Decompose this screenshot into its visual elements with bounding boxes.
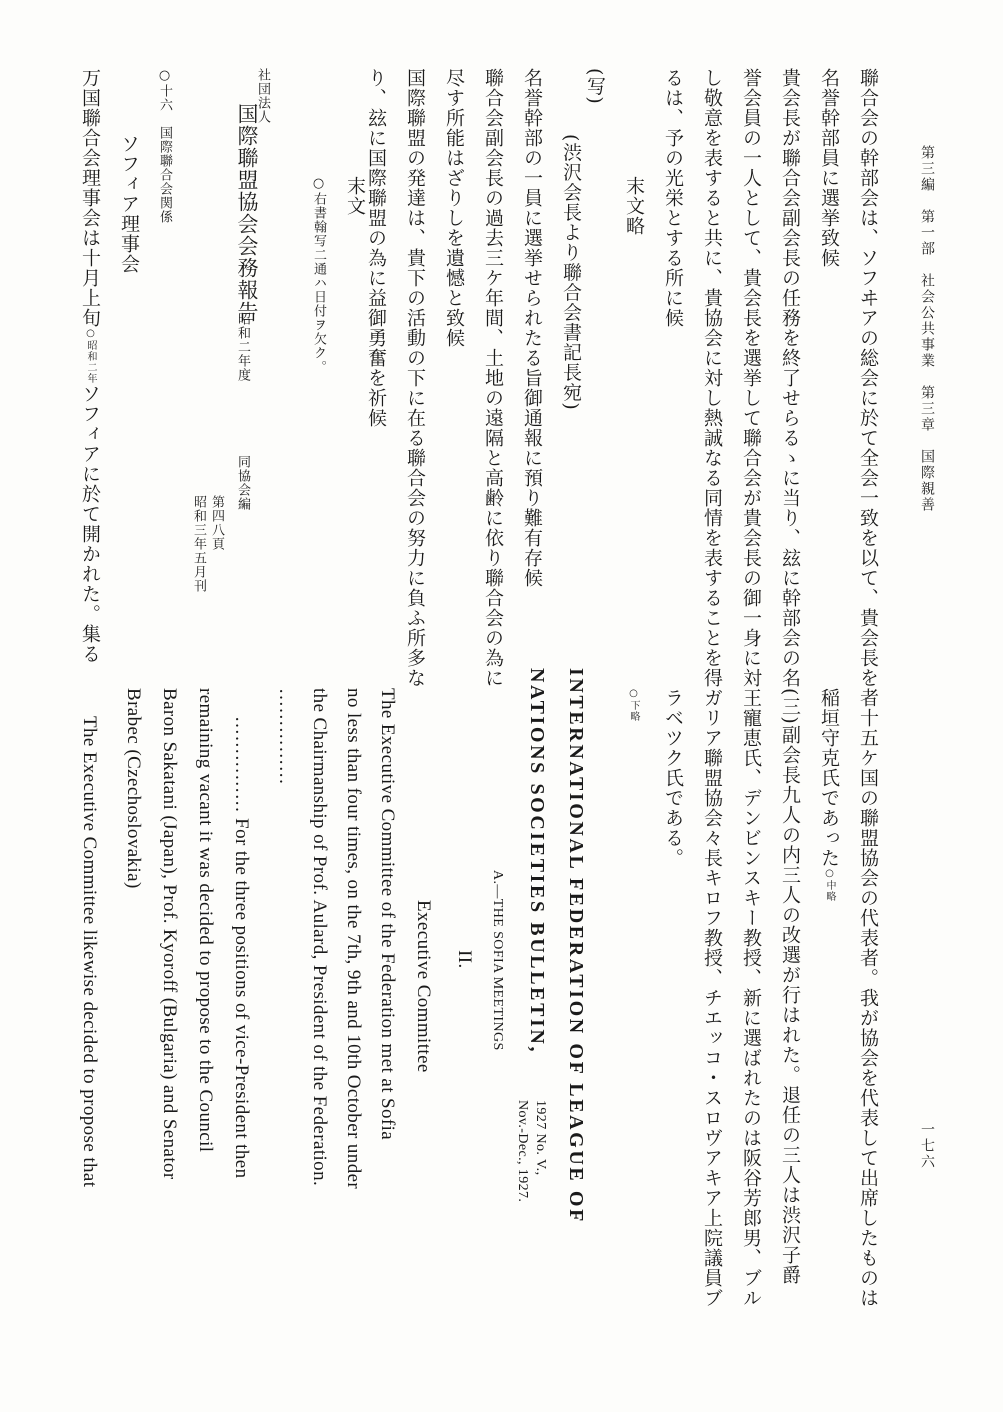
bulletin-issue: 1927 No. V., <box>533 1100 548 1176</box>
lower-line: 者十五ケ国の聯盟協会の代表者。我が協会を代表して出席したものは <box>857 688 879 1308</box>
corp-label: 社団法人 <box>255 68 270 124</box>
lower-line: ガリア聯盟協会々長キロフ教授、チエッコ・スロヴアキア上院議員ブ <box>701 688 723 1308</box>
omission-note: ○中略 <box>824 868 835 902</box>
upper-line: 名誉幹部員に選挙致候 <box>818 68 840 268</box>
upper-line: 尽す所能はざりしを遺憾と致候 <box>443 68 465 348</box>
omission-note: ○下略 <box>628 688 639 722</box>
english-line: The Executive Committee of the Federation met at Sofia <box>377 688 398 1141</box>
lower-line: 稲垣守克氏であった○中略 <box>818 688 840 902</box>
editorial-note: ○右書翰写二通ハ日付ヲ欠ク。 <box>311 176 326 374</box>
upper-line: 国際聯盟の発達は、貴下の活動の下に在る聯合会の努力に負ふ所多な <box>404 68 426 688</box>
upper-line: 万国聯合会理事会は十月上旬○昭和二年ソフィアに於て開かれた。集る <box>79 68 101 664</box>
lower-line: 王寵恵氏、デンビンスキー教授、新に選ばれたのは阪谷芳郎男、ブル <box>740 688 762 1308</box>
upper-line: 名誉幹部の一員に選挙せられたる旨御通報に預り難有存候 <box>521 68 543 588</box>
source-title: 国際聯盟協会会務報告 <box>235 103 259 323</box>
english-line: the Chairmanship of Prof. Aulard, President of the Federation. <box>309 688 330 1187</box>
section-heading: ○十六 国際聯合会関係 <box>157 68 172 224</box>
english-line: …………… For the three positions of vice-President then <box>231 716 252 1179</box>
inline-note: ○昭和二年 <box>85 328 96 384</box>
source-year: 昭和二年度 <box>235 312 250 382</box>
upper-line: 聯合会副会長の過去三ケ年間、土地の遠隔と高齢に依り聯合会の為に <box>482 68 504 688</box>
closing-phrase: 末文 <box>344 176 366 216</box>
upper-line: し敬意を表すると共に、貴協会に対し熱誠なる同情を表することを得 <box>701 68 723 688</box>
english-line: The Executive Committee likewise decided to propose that <box>79 716 100 1188</box>
bulletin-title: NATIONS SOCIETIES BULLETIN, <box>526 668 548 1055</box>
english-line: no less than four times, on the 7th, 9th and 10th October under <box>343 688 364 1190</box>
english-line: Baron Sakatani (Japan), Prof. Kyoroff (Bulgaria) and Senator <box>159 688 180 1180</box>
source-page: 第四八頁 <box>209 495 224 551</box>
letter-heading: (渋沢会長より聯合会書記長宛) <box>560 134 582 411</box>
english-line: Brabec (Czechoslovakia) <box>123 688 144 889</box>
source-editor: 同協会編 <box>235 455 250 511</box>
section-numeral: II. <box>454 950 475 969</box>
lower-line: ラベツク氏である。 <box>662 688 684 868</box>
upper-line: 聯合会の幹部会は、ソフヰアの総会に於て全会一致を以て、貴会長を <box>857 68 879 688</box>
ellipsis-line: …………… <box>275 688 296 785</box>
section-label: A.—THE SOFIA MEETINGS <box>490 870 505 1051</box>
lower-line: (三)副会長九人の内三人の改選が行はれた。退任の三人は渋沢子爵 <box>779 688 801 1285</box>
upper-line: り、玆に国際聯盟の為に益御勇奮を祈候 <box>365 68 387 428</box>
subsection-label: Executive Committee <box>413 900 434 1073</box>
upper-line: 貴会長が聯合会副会長の任務を終了せらるゝに当り、玆に幹部会の名 <box>779 68 801 688</box>
upper-line: るは、予の光栄とする所に候 <box>662 68 684 328</box>
copy-mark: (写) <box>584 68 606 105</box>
source-date: 昭和三年五月刊 <box>191 495 206 593</box>
bulletin-title: INTERNATIONAL FEDERATION OF LEAGUE OF <box>565 668 587 1224</box>
page-number: 一七六 <box>919 1122 935 1170</box>
upper-line: 誉会員の一人として、貴会長を選挙して聯合会が貴会長の御一身に対 <box>740 68 762 688</box>
running-header: 第三編 第一部 社会公共事業 第三章 国際親善 <box>919 145 935 513</box>
subsection-heading: ソフィア理事会 <box>118 134 140 274</box>
closing-phrase: 末文略 <box>623 176 645 236</box>
english-line: remaining vacant it was decided to propose to the Council <box>195 688 216 1153</box>
bulletin-date: Nov.-Dec., 1927. <box>515 1100 530 1203</box>
